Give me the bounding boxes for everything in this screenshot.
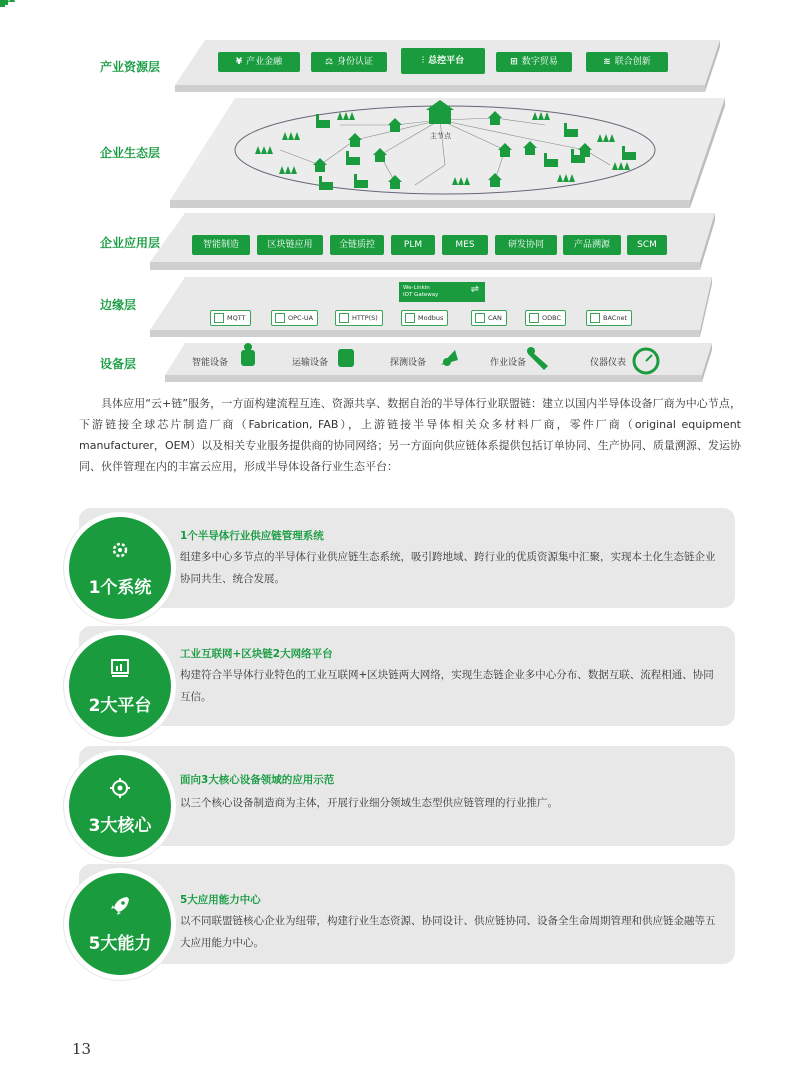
page-number: 13 bbox=[72, 1040, 92, 1058]
app-item-8: SCM bbox=[627, 235, 667, 255]
protocol-bacnet: BACnet bbox=[586, 310, 632, 326]
card-title-3: 面向3大核心设备领域的应用示范 bbox=[180, 774, 335, 786]
protocol-opcua: OPC-UA bbox=[271, 310, 318, 326]
device-detect: 探测设备 bbox=[390, 358, 427, 368]
app-item-6: 研发协同 bbox=[495, 235, 557, 255]
badge-2: 2大平台 bbox=[64, 630, 176, 742]
intro-paragraph: 具体应用“云+链”服务，一方面构建流程互连、资源共享、数据自治的半导体行业联盟链：建立以国内半导体设备厂商为中心节点，下游链接全球芯片制造厂商（Fabrication, FAB），上游链接半导体相关众多材料厂商，零件厂商（original equipment manufacturer，OEM）以及相关专业服务提供商的协同网络；另一方面向供应链体系提供包括订单协同、生产协同、质量溯源、发运协同、伙伴管理在内的丰富云应用，形成半导体设备行业生态平台： bbox=[79, 397, 741, 473]
device-instrument: 仪器仪表 bbox=[590, 358, 627, 368]
iot-gateway: We-Linkin IOT Gateway ⇌ bbox=[399, 282, 485, 302]
protocol-http: HTTP(S) bbox=[335, 310, 383, 326]
protocol-modbus: Modbus bbox=[401, 310, 448, 326]
layer-label-edge: 边缘层 bbox=[100, 298, 137, 312]
target-icon bbox=[109, 777, 131, 799]
resource-item-control: ⫶ 总控平台 bbox=[401, 48, 485, 74]
resource-item-identity: ⚖ 身份认证 bbox=[311, 52, 387, 72]
resource-item-finance: ¥ 产业金融 bbox=[218, 52, 300, 72]
sliders-icon: ⫶ bbox=[421, 56, 425, 66]
resource-item-trade: ⊞ 数字贸易 bbox=[496, 52, 572, 72]
gear-icon bbox=[109, 539, 131, 561]
database-icon: ≋ bbox=[603, 57, 611, 67]
badge-4: 5大能力 bbox=[64, 868, 176, 980]
yen-icon: ¥ bbox=[235, 57, 243, 67]
scale-icon: ⚖ bbox=[324, 57, 334, 67]
layer-label-application: 企业应用层 bbox=[100, 236, 161, 250]
app-item-2: 区块链应用 bbox=[257, 235, 323, 255]
protocol-mqtt: MQTT bbox=[210, 310, 251, 326]
card-title-2: 工业互联网+区块链2大网络平台 bbox=[180, 648, 333, 660]
network-icon: ⊞ bbox=[510, 57, 518, 67]
device-smart: 智能设备 bbox=[192, 358, 229, 368]
layer-label-device: 设备层 bbox=[100, 357, 137, 371]
resource-item-innovation: ≋ 联合创新 bbox=[586, 52, 668, 72]
card-title-4: 5大应用能力中心 bbox=[180, 894, 261, 906]
badge-3: 3大核心 bbox=[64, 750, 176, 862]
protocol-odbc: ODBC bbox=[525, 310, 566, 326]
app-item-3: 全链质控 bbox=[330, 235, 384, 255]
device-operation: 作业设备 bbox=[490, 358, 527, 368]
main-node-label: 主节点 bbox=[430, 132, 451, 140]
card-body-4: 以不同联盟链核心企业为纽带，构建行业生态资源、协同设计、供应链协同、设备全生命周期管理和供应链金融等五大应用能力中心。 bbox=[180, 915, 716, 949]
app-item-4: PLM bbox=[391, 235, 435, 255]
card-title-1: 1个半导体行业供应链管理系统 bbox=[180, 530, 324, 542]
app-item-5: MES bbox=[442, 235, 488, 255]
layer-label-ecology: 企业生态层 bbox=[100, 146, 161, 160]
rocket-icon bbox=[109, 895, 131, 917]
card-body-2: 构建符合半导体行业特色的工业互联网+区块链两大网络，实现生态链企业多中心分布、数据互联、流程相通、协同互信。 bbox=[180, 669, 714, 703]
layer-label-resource: 产业资源层 bbox=[100, 60, 161, 74]
card-body-3: 以三个核心设备制造商为主体，开展行业细分领域生态型供应链管理的行业推广。 bbox=[180, 797, 558, 809]
badge-1: 1个系统 bbox=[64, 512, 176, 624]
app-item-1: 智能制造 bbox=[192, 235, 250, 255]
chart-icon bbox=[109, 657, 131, 679]
card-body-1: 组建多中心多节点的半导体行业供应链生态系统，吸引跨地域、跨行业的优质资源集中汇聚，实现本土化生态链企业协同共生、统合发展。 bbox=[180, 551, 716, 585]
protocol-can: CAN bbox=[471, 310, 507, 326]
device-transport: 运输设备 bbox=[292, 358, 329, 368]
plug-icon: ⇌ bbox=[470, 284, 479, 295]
app-item-7: 产品溯源 bbox=[563, 235, 621, 255]
